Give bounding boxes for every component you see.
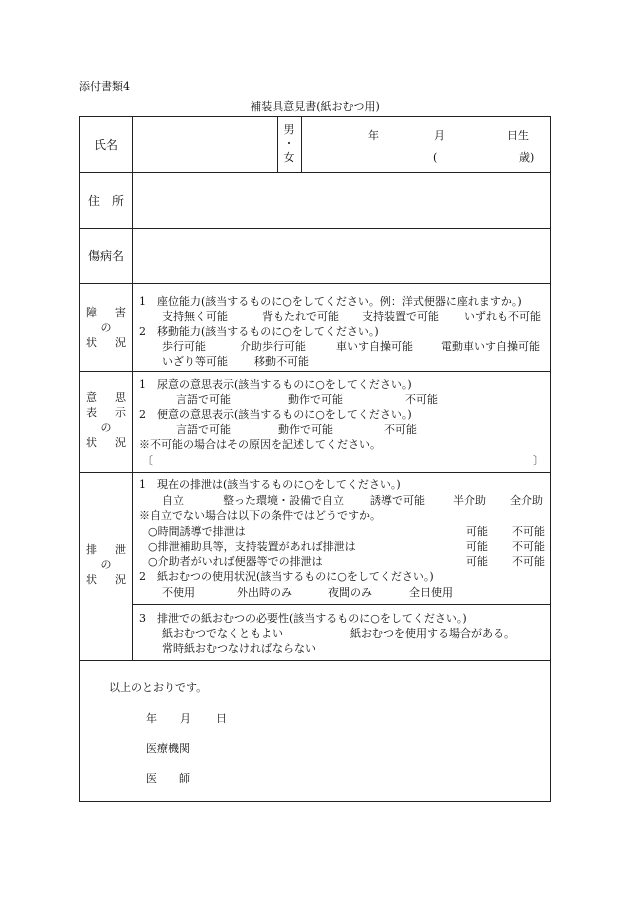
mobility-opt-electric-wheelchair[interactable]: 電動車いす自操可能 bbox=[441, 340, 540, 353]
birth-year-label: 年 bbox=[368, 129, 379, 142]
condition-timed-guidance: ○時間誘導で排泄は bbox=[148, 525, 246, 538]
mobility-opt-walk[interactable]: 歩行可能 bbox=[162, 340, 206, 353]
birth-day-label: 日生 bbox=[507, 129, 529, 142]
condition-timed-yes[interactable]: 可能 bbox=[466, 525, 488, 538]
sex-separator: ・ bbox=[283, 137, 295, 150]
condition-timed-no[interactable]: 不可能 bbox=[512, 525, 545, 538]
sex-field bbox=[277, 123, 301, 165]
sitting-opt-support-device[interactable]: 支持装置で可能 bbox=[362, 310, 439, 323]
sex-male[interactable]: 男 bbox=[283, 123, 295, 136]
label-column-divider bbox=[132, 117, 133, 660]
mobility-opt-wheelchair[interactable]: 車いす自操可能 bbox=[336, 340, 413, 353]
doctor-label: 医 師 bbox=[146, 772, 190, 785]
address-label: 住 所 bbox=[87, 194, 124, 208]
diaper-necessity-question: 3 排泄での紙おむつの必要性(該当するものに○をしてください。) bbox=[139, 612, 467, 625]
document-title: 補装具意見書(紙おむつ用) bbox=[250, 100, 380, 113]
excretion-opt-independent[interactable]: 自立 bbox=[162, 494, 184, 507]
sign-day-label: 日 bbox=[216, 712, 227, 725]
urine-intent-question: 1 尿意の意思表示(該当するものに○をしてください。) bbox=[139, 378, 412, 391]
urine-opt-verbal[interactable]: 言語で可能 bbox=[176, 393, 231, 406]
closing-statement: 以上のとおりです。 bbox=[109, 681, 208, 694]
mobility-opt-crawl[interactable]: いざり等可能 bbox=[162, 355, 228, 368]
age-close: 歳) bbox=[519, 151, 535, 164]
sex-female[interactable]: 女 bbox=[283, 151, 295, 164]
necessity-opt-always[interactable]: 常時紙おむつなければならない bbox=[162, 642, 316, 655]
intent-reason-note: ※不可能の場合はその原因を記述してください。 bbox=[139, 438, 381, 451]
bowel-intent-question: 2 便意の意思表示(該当するものに○をしてください。) bbox=[139, 408, 412, 421]
bowel-opt-verbal[interactable]: 言語で可能 bbox=[176, 423, 231, 436]
row-divider bbox=[80, 172, 550, 173]
condition-caregiver: ○介助者がいれば便器等での排泄は bbox=[148, 555, 323, 568]
usage-opt-outing[interactable]: 外出時のみ bbox=[237, 586, 292, 599]
non-independent-note: ※自立でない場合は以下の条件ではどうですか。 bbox=[139, 509, 381, 522]
reason-bracket-open: 〔 bbox=[142, 454, 153, 467]
usage-opt-none[interactable]: 不使用 bbox=[162, 586, 195, 599]
necessity-opt-sometimes[interactable]: 紙おむつを使用する場合がある。 bbox=[350, 627, 515, 640]
sitting-opt-backrest[interactable]: 背もたれで可能 bbox=[262, 310, 339, 323]
sign-year-label: 年 bbox=[146, 712, 157, 725]
opinion-form bbox=[79, 116, 551, 802]
current-excretion-question: 1 現在の排泄は(該当するものに○をしてください。) bbox=[139, 478, 401, 491]
excretion-opt-equipped-independent[interactable]: 整った環境・設備で自立 bbox=[223, 494, 344, 507]
urine-opt-impossible[interactable]: 不可能 bbox=[405, 393, 438, 406]
excretion-label: 排 泄 の 状 況 bbox=[86, 543, 126, 586]
condition-caregiver-no[interactable]: 不可能 bbox=[512, 555, 545, 568]
urine-opt-gesture[interactable]: 動作で可能 bbox=[288, 393, 343, 406]
sitting-question: 1 座位能力(該当するものに○をしてください。例：洋式便器に座れますか。) bbox=[139, 295, 522, 308]
row-divider bbox=[80, 371, 550, 372]
reason-input-area[interactable] bbox=[156, 451, 530, 469]
excretion-opt-full-assist[interactable]: 全介助 bbox=[510, 494, 543, 507]
condition-device-yes[interactable]: 可能 bbox=[466, 540, 488, 553]
usage-opt-night[interactable]: 夜間のみ bbox=[328, 586, 372, 599]
mobility-opt-immobile[interactable]: 移動不可能 bbox=[254, 355, 309, 368]
condition-device-no[interactable]: 不可能 bbox=[512, 540, 545, 553]
bowel-opt-gesture[interactable]: 動作で可能 bbox=[278, 423, 333, 436]
sub-divider bbox=[132, 604, 550, 605]
row-divider bbox=[80, 660, 550, 661]
attachment-label: 添付書類4 bbox=[79, 80, 130, 93]
sex-column-divider bbox=[301, 117, 302, 172]
condition-caregiver-yes[interactable]: 可能 bbox=[466, 555, 488, 568]
sitting-opt-impossible[interactable]: いずれも不可能 bbox=[464, 310, 541, 323]
necessity-opt-not-needed[interactable]: 紙おむつでなくともよい bbox=[162, 627, 283, 640]
age-open: ( bbox=[433, 151, 438, 164]
diaper-usage-question: 2 紙おむつの使用状況(該当するものに○をしてください。) bbox=[139, 570, 434, 583]
birth-month-label: 月 bbox=[434, 129, 445, 142]
institution-label: 医療機関 bbox=[146, 742, 190, 755]
mobility-opt-assisted-walk[interactable]: 介助歩行可能 bbox=[240, 340, 306, 353]
injury-label: 傷病名 bbox=[87, 249, 124, 263]
mobility-question: 2 移動能力(該当するものに○をしてください。) bbox=[139, 325, 379, 338]
excretion-opt-guided[interactable]: 誘導で可能 bbox=[370, 494, 425, 507]
intent-label: 意 思 表 示 の 状 況 bbox=[86, 391, 126, 449]
sitting-opt-unsupported[interactable]: 支持無く可能 bbox=[162, 310, 228, 323]
excretion-opt-partial-assist[interactable]: 半介助 bbox=[453, 494, 486, 507]
row-divider bbox=[80, 228, 550, 229]
row-divider bbox=[80, 283, 550, 284]
usage-opt-all-day[interactable]: 全日使用 bbox=[409, 586, 453, 599]
bowel-opt-impossible[interactable]: 不可能 bbox=[384, 423, 417, 436]
row-divider bbox=[80, 472, 550, 473]
reason-bracket-close: 〕 bbox=[533, 454, 544, 467]
name-label: 氏名 bbox=[93, 138, 118, 152]
sign-month-label: 月 bbox=[180, 712, 191, 725]
condition-support-device: ○排泄補助具等，支持装置があれば排泄は bbox=[148, 540, 356, 553]
disability-label: 障 害 の 状 況 bbox=[86, 306, 126, 349]
